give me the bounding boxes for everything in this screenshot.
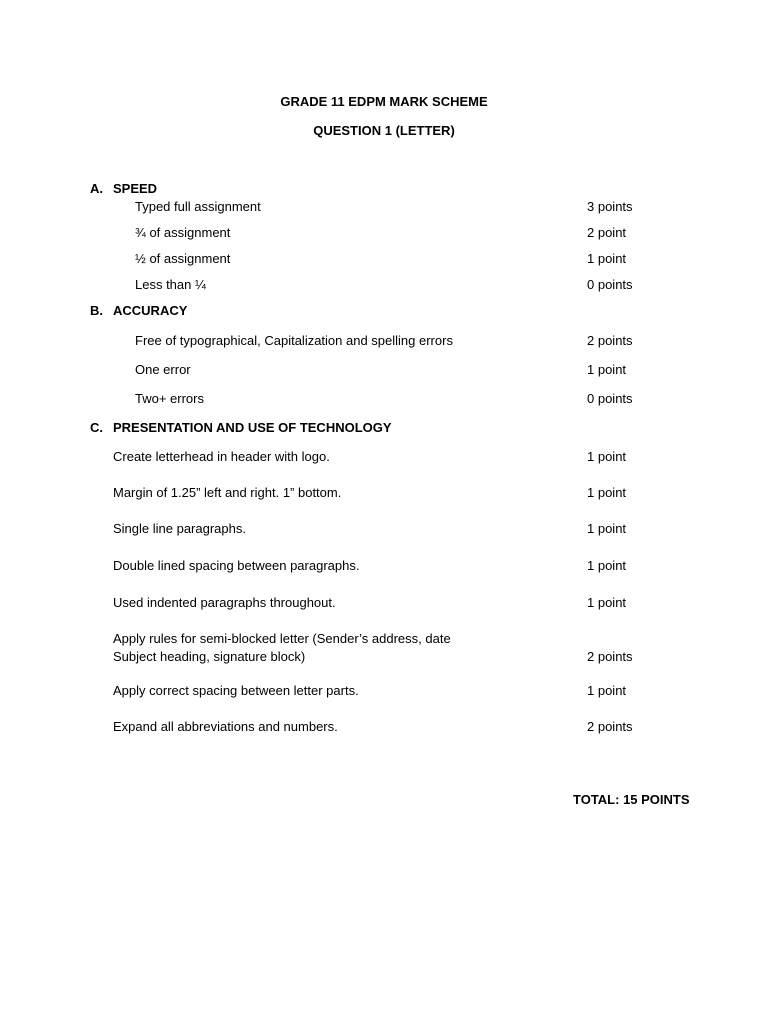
- list-item: Free of typographical, Capitalization and spelling errors: [135, 333, 453, 348]
- list-item: Create letterhead in header with logo.: [113, 449, 330, 464]
- total-points: TOTAL: 15 POINTS: [573, 792, 690, 807]
- item-points: 1 point: [587, 251, 627, 266]
- item-points: 1 point: [587, 485, 627, 500]
- item-points: 1 point: [587, 449, 627, 464]
- item-points: 1 point: [587, 558, 627, 573]
- list-item: Two+ errors: [135, 391, 204, 406]
- section-b-letter: B.: [90, 303, 103, 318]
- list-item: Less than ¼: [135, 277, 206, 292]
- section-b-title: ACCURACY: [113, 303, 188, 318]
- list-item: Apply correct spacing between letter parts.: [113, 683, 359, 698]
- item-points: 1 point: [587, 683, 627, 698]
- list-item: Expand all abbreviations and numbers.: [113, 719, 338, 734]
- list-item: Typed full assignment: [135, 199, 261, 214]
- item-points: 2 points: [587, 333, 633, 348]
- list-item: Single line paragraphs.: [113, 521, 246, 536]
- list-item-continuation: Subject heading, signature block): [113, 649, 306, 664]
- item-points: 2 points: [587, 719, 633, 734]
- item-points: 1 point: [587, 521, 627, 536]
- list-item: Margin of 1.25” left and right. 1” bottom.: [113, 485, 342, 500]
- list-item: Apply rules for semi-blocked letter (Sender’s address, date: [113, 631, 451, 646]
- item-points: 3 points: [587, 199, 633, 214]
- list-item: Used indented paragraphs throughout.: [113, 595, 336, 610]
- item-points: 1 point: [587, 595, 627, 610]
- list-item: Double lined spacing between paragraphs.: [113, 558, 360, 573]
- item-points: 1 point: [587, 362, 627, 377]
- document-subtitle: QUESTION 1 (LETTER): [313, 123, 455, 138]
- item-points: 2 points: [587, 649, 633, 664]
- section-c-letter: C.: [90, 420, 103, 435]
- document-title: GRADE 11 EDPM MARK SCHEME: [280, 94, 488, 109]
- item-points: 0 points: [587, 391, 633, 406]
- list-item: ½ of assignment: [135, 251, 231, 266]
- section-c-title: PRESENTATION AND USE OF TECHNOLOGY: [113, 420, 392, 435]
- list-item: One error: [135, 362, 191, 377]
- section-a-letter: A.: [90, 181, 103, 196]
- list-item: ¾ of assignment: [135, 225, 231, 240]
- item-points: 0 points: [587, 277, 633, 292]
- section-a-title: SPEED: [113, 181, 158, 196]
- item-points: 2 point: [587, 225, 627, 240]
